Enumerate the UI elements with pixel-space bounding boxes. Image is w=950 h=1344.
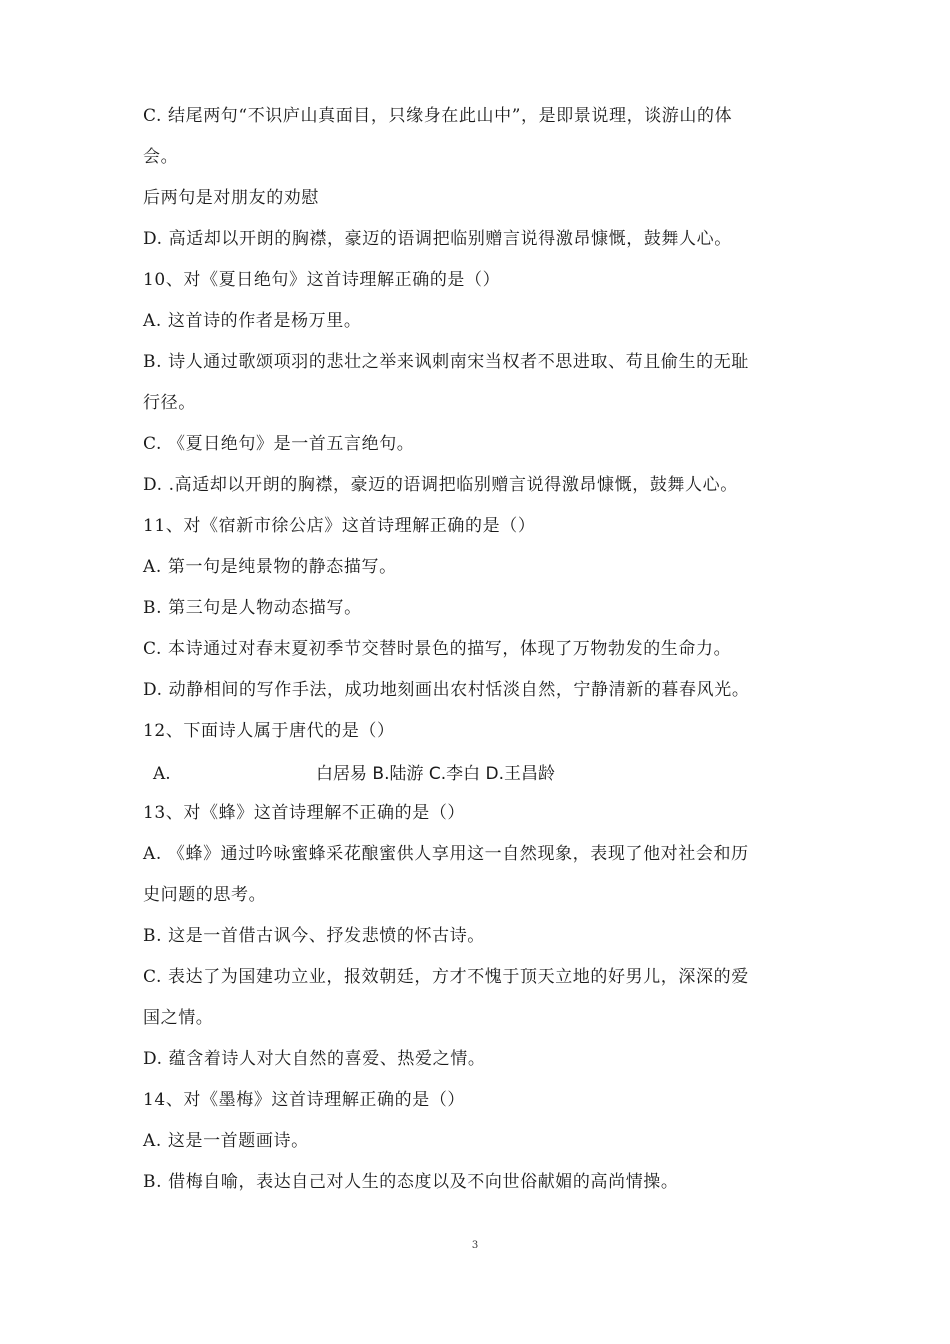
text-line: B. 借梅自喻，表达自己对人生的态度以及不向世俗献媚的高尚情操。 <box>143 1172 679 1192</box>
question-10: 10、对《夏日绝句》这首诗理解正确的是（） <box>143 270 501 290</box>
text-line: B. 诗人通过歌颂项羽的悲壮之举来讽刺南宋当权者不思进取、苟且偷生的无耻 <box>143 352 749 372</box>
choice-options: 白居易 B.陆游 C.李白 D.王昌龄 <box>316 764 556 784</box>
question-14: 14、对《墨梅》这首诗理解正确的是（） <box>143 1090 466 1110</box>
text-line: D. 动静相间的写作手法，成功地刻画出农村恬淡自然，宁静清新的暮春风光。 <box>143 680 750 700</box>
text-line: C. 结尾两句“不识庐山真面目，只缘身在此山中”，是即景说理，谈游山的体 <box>143 106 733 126</box>
text-line: 会。 <box>143 147 179 167</box>
text-line: D. .高适却以开朗的胸襟，豪迈的语调把临别赠言说得激昂慷慨，鼓舞人心。 <box>143 475 738 495</box>
text-line: B. 这是一首借古讽今、抒发悲愤的怀古诗。 <box>143 926 485 946</box>
text-line: 国之情。 <box>143 1008 214 1028</box>
text-line: D. 蕴含着诗人对大自然的喜爱、热爱之情。 <box>143 1049 486 1069</box>
text-line: 后两句是对朋友的劝慰 <box>143 188 319 208</box>
page-content <box>143 106 813 1192</box>
text-line: A. 《蜂》通过吟咏蜜蜂采花酿蜜供人享用这一自然现象，表现了他对社会和历 <box>143 844 749 864</box>
question-12-choices <box>143 763 813 785</box>
text-line: 史问题的思考。 <box>143 885 267 905</box>
question-12: 12、下面诗人属于唐代的是（） <box>143 721 395 741</box>
text-line: 行径。 <box>143 393 196 413</box>
text-line: C. 《夏日绝句》是一首五言绝句。 <box>143 434 415 454</box>
page-number: 3 <box>471 1240 479 1251</box>
text-line: C. 表达了为国建功立业，报效朝廷，方才不愧于顶天立地的好男儿，深深的爱 <box>143 967 749 987</box>
choice-label: A. <box>153 764 171 784</box>
text-line: D. 高适却以开朗的胸襟，豪迈的语调把临别赠言说得激昂慷慨，鼓舞人心。 <box>143 229 732 249</box>
question-11: 11、对《宿新市徐公店》这首诗理解正确的是（） <box>143 516 536 536</box>
text-line: C. 本诗通过对春末夏初季节交替时景色的描写，体现了万物勃发的生命力。 <box>143 639 732 659</box>
text-line: A. 这首诗的作者是杨万里。 <box>143 311 362 331</box>
question-13: 13、对《蜂》这首诗理解不正确的是（） <box>143 803 466 823</box>
text-line: A. 第一句是纯景物的静态描写。 <box>143 557 397 577</box>
text-line: A. 这是一首题画诗。 <box>143 1131 309 1151</box>
text-line: B. 第三句是人物动态描写。 <box>143 598 362 618</box>
